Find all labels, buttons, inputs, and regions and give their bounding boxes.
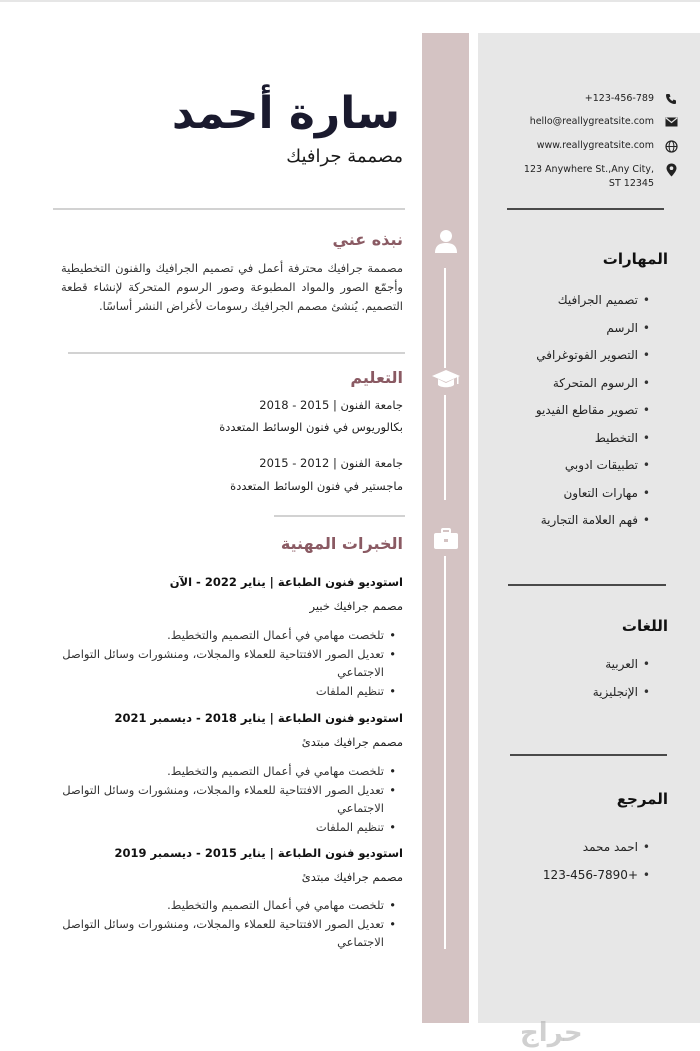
skill-item: • مهارات التعاون <box>536 484 650 512</box>
skill-item: • تطبيقات ادوبي <box>536 456 650 484</box>
website-url: www.reallygreatsite.com <box>536 140 654 151</box>
reference-title: المرجع <box>616 790 668 808</box>
job-tasks <box>58 762 398 837</box>
skill-item: • التصوير الفوتوغرافي <box>536 346 650 374</box>
timeline-segment <box>444 395 446 500</box>
skills-title: المهارات <box>602 250 668 268</box>
skill-item: • فهم العلامة التجارية <box>536 511 650 539</box>
job-heading: استوديو فنون الطباعة | يناير 2015 - ديسمبر 2019 <box>114 846 403 860</box>
email-address: hello@reallygreatsite.com <box>529 116 654 127</box>
job-tasks <box>58 896 398 952</box>
skill-item: • التخطيط <box>536 429 650 457</box>
location-pin-icon <box>664 163 678 177</box>
contact-address <box>514 163 678 191</box>
job-task: • تعديل الصور الافتتاحية للعملاء والمجلات، ومنشورات وسائل التواصل الاجتماعي <box>58 915 398 951</box>
job-heading: استوديو فنون الطباعة | يناير 2018 - ديسمبر 2021 <box>114 711 403 725</box>
job-position: مصمم جرافيك مبتدئ <box>301 735 403 749</box>
about-body: مصممة جرافيك محترفة أعمل في تصميم الجرافيك والفنون التخطيطية وأجمّع الصور والمواد المطبوعة وصور الرسوم المتحركة لإنشاء قطعة التصميم. يُنشئ مصمم الجرافيك رسومات لأغراض النشر أساسًا. <box>61 261 403 313</box>
sidebar-divider <box>507 208 664 210</box>
job-task: • تلخصت مهامي في أعمال التصميم والتخطيط. <box>58 626 398 644</box>
job-task: • تلخصت مهامي في أعمال التصميم والتخطيط. <box>58 896 398 914</box>
job-position: مصمم جرافيك مبتدئ <box>301 870 403 884</box>
address-text: 123 Anywhere St.,Any City, ST 12345 <box>523 164 654 189</box>
education-degree: ماجستير في فنون الوسائط المتعددة <box>230 479 403 493</box>
user-icon <box>430 225 461 256</box>
job-heading: استوديو فنون الطباعة | يناير 2022 - الآن <box>169 575 403 589</box>
job-task: • تنظيم الملفات <box>58 682 398 700</box>
education-title: التعليم <box>350 368 403 387</box>
candidate-role: مصممة جرافيك <box>286 146 403 167</box>
sidebar-divider <box>508 584 666 586</box>
timeline-segment <box>444 268 446 368</box>
skill-item: • تصوير مقاطع الفيديو <box>536 401 650 429</box>
skill-item: • تصميم الجرافيك <box>536 291 650 319</box>
experience-title: الخبرات المهنية <box>280 534 403 553</box>
globe-icon <box>664 139 678 153</box>
skill-item: • الرسوم المتحركة <box>536 374 650 402</box>
job-position: مصمم جرافيك خبير <box>309 599 403 613</box>
timeline-segment <box>444 556 446 949</box>
languages-title: اللغات <box>621 617 668 635</box>
education-school: جامعة الفنون | 2012 - 2015 <box>259 456 403 470</box>
phone-icon <box>664 92 678 106</box>
contact-email <box>530 115 678 129</box>
contact-website <box>537 139 678 153</box>
job-task: • تعديل الصور الافتتاحية للعملاء والمجلات، ومنشورات وسائل التواصل الاجتماعي <box>58 645 398 681</box>
job-task: • تنظيم الملفات <box>58 818 398 836</box>
language-item: • الإنجليزية <box>593 683 650 711</box>
education-degree: بكالوريوس في فنون الوسائط المتعددة <box>219 420 403 434</box>
briefcase-icon <box>430 523 461 554</box>
timeline-bar <box>422 33 469 1023</box>
graduation-cap-icon <box>430 363 461 394</box>
top-rule <box>0 0 700 2</box>
email-icon <box>664 115 678 129</box>
reference-list <box>543 838 650 893</box>
candidate-name: سارة أحمد <box>171 88 400 139</box>
sidebar-divider <box>510 754 667 756</box>
job-tasks <box>58 626 398 701</box>
reference-phone: • +123-456-7890 <box>543 866 650 894</box>
reference-name: • احمد محمد <box>543 838 650 866</box>
phone-number: +123-456-789 <box>584 93 654 104</box>
header-divider <box>53 208 405 210</box>
job-task: • تعديل الصور الافتتاحية للعملاء والمجلات، ومنشورات وسائل التواصل الاجتماعي <box>58 781 398 817</box>
skills-list <box>536 291 650 539</box>
education-school: جامعة الفنون | 2015 - 2018 <box>259 398 403 412</box>
skill-item: • الرسم <box>536 319 650 347</box>
education-divider <box>274 515 405 517</box>
job-task: • تلخصت مهامي في أعمال التصميم والتخطيط. <box>58 762 398 780</box>
about-divider <box>68 352 405 354</box>
contact-phone <box>585 92 678 106</box>
languages-list <box>593 655 650 710</box>
watermark-logo: حراج <box>520 1018 583 1048</box>
language-item: • العربية <box>593 655 650 683</box>
about-title: نبذه عني <box>332 230 403 249</box>
